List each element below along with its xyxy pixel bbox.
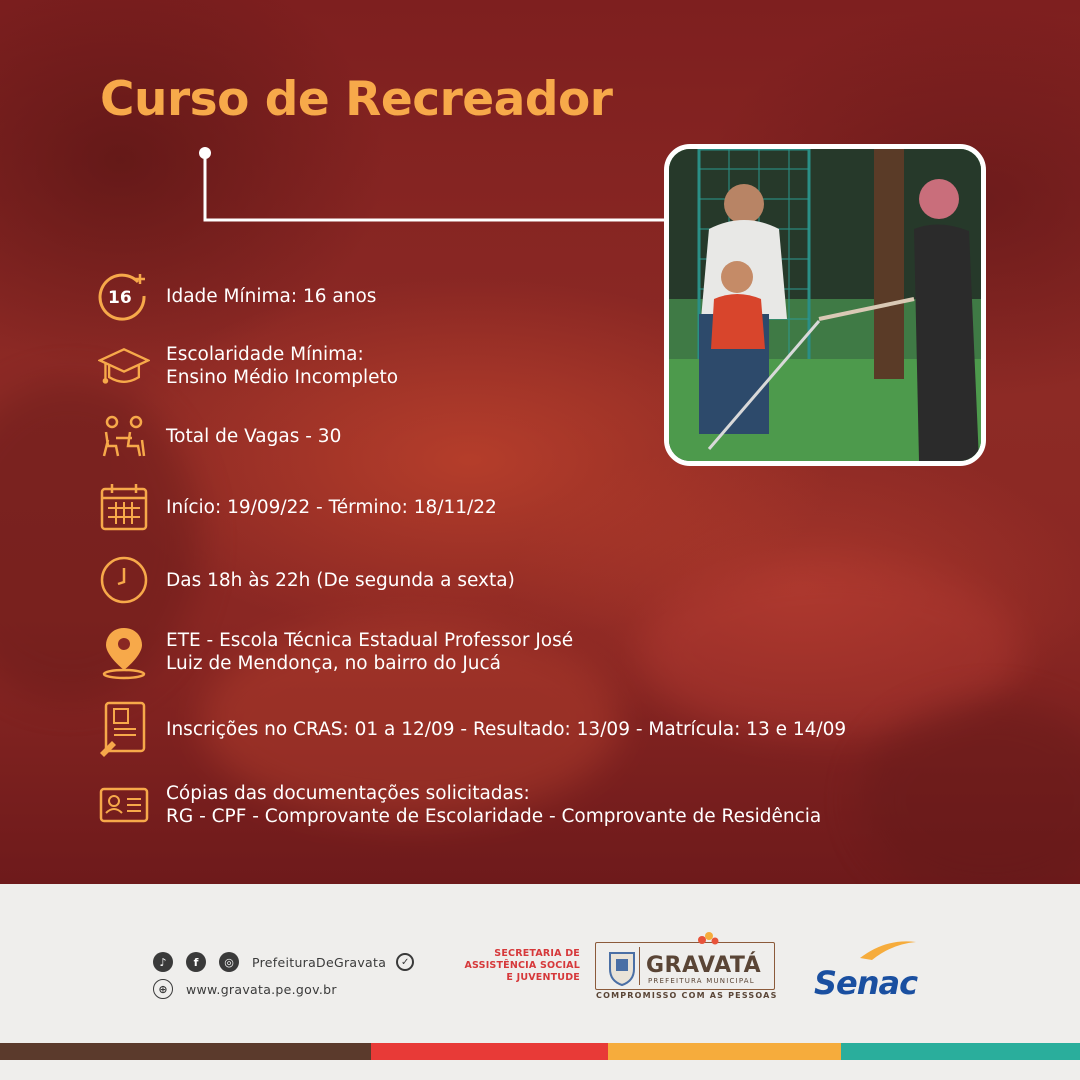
schedule-text: Das 18h às 22h (De segunda a sexta) [166,569,515,591]
min-education-value: Ensino Médio Incompleto [166,367,399,388]
globe-icon: ⊕ [153,979,173,999]
gravata-subtitle: PREFEITURA MUNICIPAL [648,977,755,985]
page-title: Curso de Recreador [100,72,613,127]
senac-logo: Senac [814,964,918,1002]
coat-of-arms-icon [602,947,642,987]
total-vacancies-row [98,410,341,462]
website-url[interactable]: www.gravata.pe.gov.br [186,981,337,997]
instagram-icon[interactable]: ◎ [219,952,239,972]
dates-text: Início: 19/09/22 - Término: 18/11/22 [166,496,497,518]
secretaria-line-2: ASSISTÊNCIA SOCIAL [464,960,580,971]
senac-arrow-icon [858,936,918,962]
verified-badge-icon: ✓ [396,953,414,971]
graduation-cap-icon [98,340,150,392]
schedule-row [98,554,515,606]
secretaria-line-3: E JUVENTUDE [506,972,580,983]
documents-list: RG - CPF - Comprovante de Escolaridade - Comprovante de Residência [166,806,822,827]
total-vacancies-text: Total de Vagas - 30 [166,425,342,447]
registration-form-icon [98,703,150,755]
age-16-plus-icon [98,270,150,322]
location-line-2: Luiz de Mendonça, no bairro do Jucá [166,653,502,674]
min-education-label: Escolaridade Mínima: [166,344,364,365]
tiktok-icon[interactable]: ♪ [153,952,173,972]
location-line-1: ETE - Escola Técnica Estadual Professor José [166,630,574,651]
social-handle[interactable]: PrefeituraDeGravata [252,954,387,970]
id-card-icon [98,779,150,831]
documents-row [98,779,821,831]
gravata-name: GRAVATÁ [646,953,762,978]
stripe-teal [841,1043,1080,1060]
stripe-yellow [608,1043,841,1060]
course-photo [664,144,986,466]
secretaria-logo [450,948,580,984]
location-row [98,626,573,678]
age-badge: 16 [108,288,132,308]
location-pin-icon [98,626,150,678]
registration-text: Inscrições no CRAS: 01 a 12/09 - Resultado: 13/09 - Matrícula: 13 e 14/09 [166,718,847,740]
dates-row [98,481,497,533]
stripe-brown [0,1043,371,1060]
min-education-row [98,340,398,392]
website-link[interactable] [153,979,337,999]
clock-icon [98,554,150,606]
documents-label: Cópias das documentações solicitadas: [166,783,530,804]
secretaria-line-1: SECRETARIA DE [494,948,580,959]
registration-row [98,703,846,755]
stripe-red [371,1043,608,1060]
flowers-icon [696,931,720,949]
min-age-row [98,270,376,322]
gravata-logo [595,942,775,990]
gravata-motto: COMPROMISSO COM AS PESSOAS [596,991,778,1000]
facebook-icon[interactable]: f [186,952,206,972]
social-links [153,952,414,972]
classroom-students-icon [98,410,150,462]
min-age-text: Idade Mínima: 16 anos [166,285,377,307]
calendar-icon [98,481,150,533]
